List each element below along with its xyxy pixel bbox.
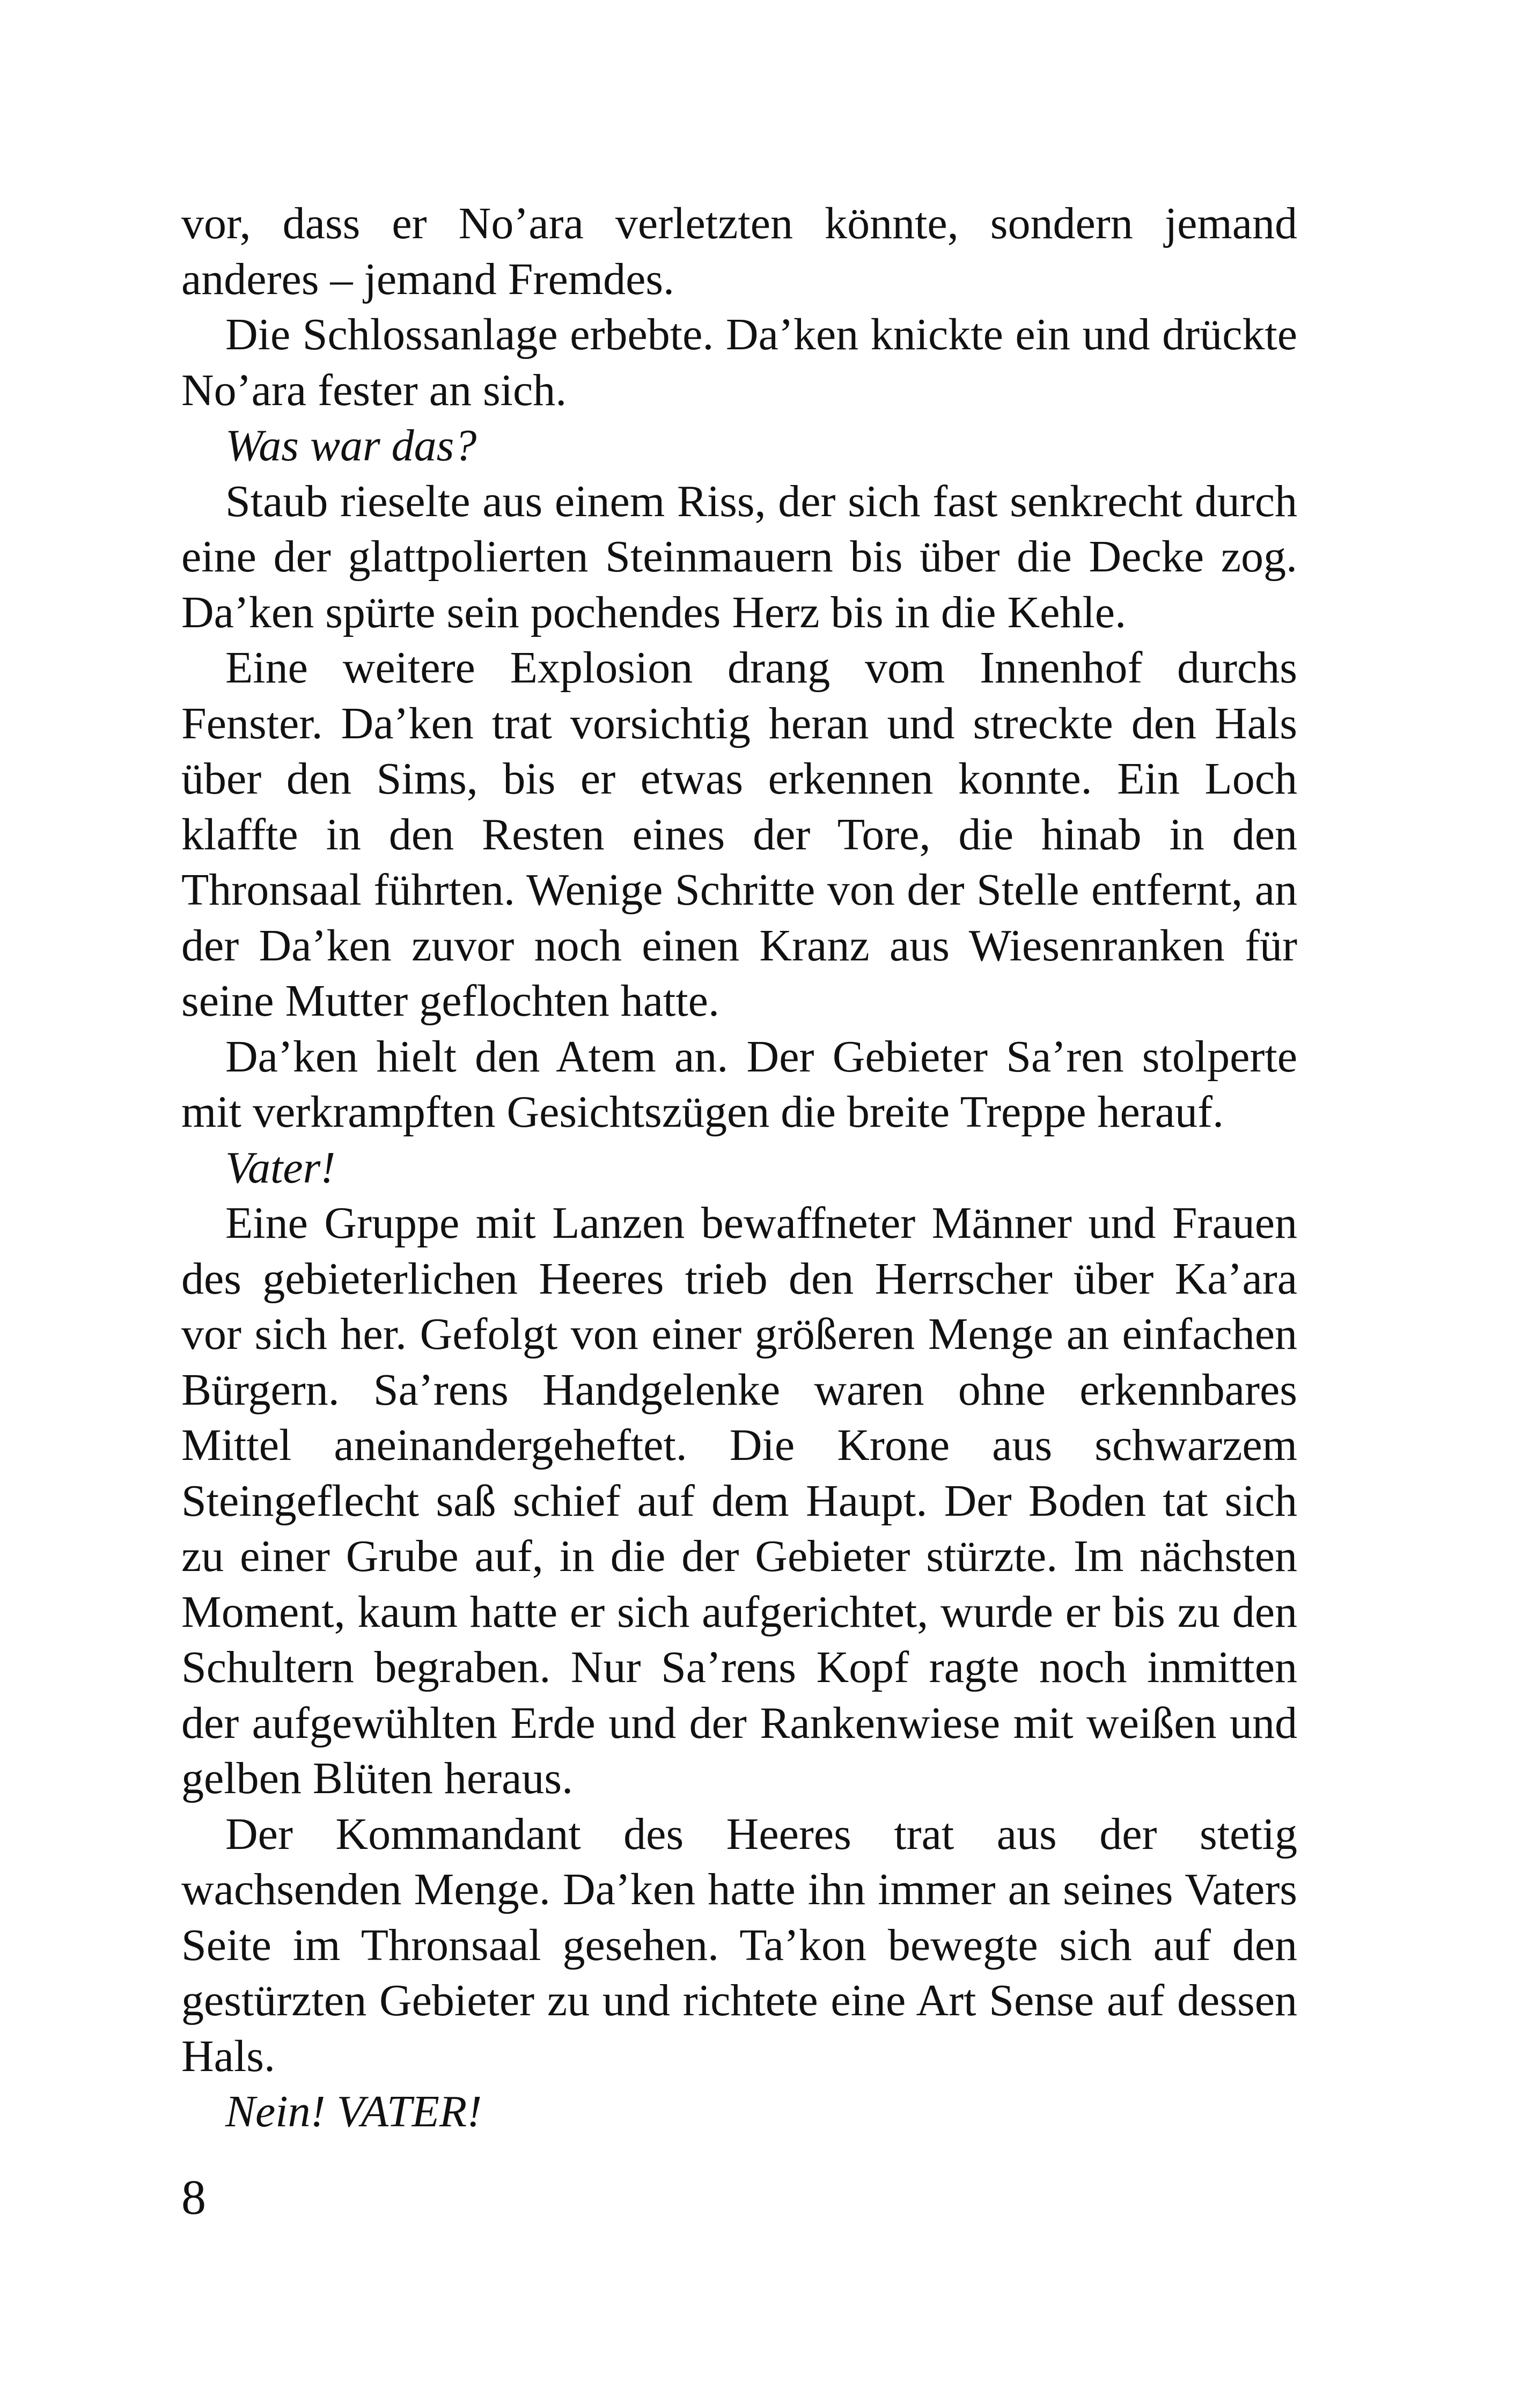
paragraph-7-thought: Vater! [225, 1142, 336, 1193]
paragraph-8: Eine Gruppe mit Lanzen bewaffneter Männer und Frauen des gebieterlichen Heeres trieb den Herrscher über Ka’ara vor sich her. Gefolgt von einer größeren Menge an einfachen Bürgern. Sa’rens Handgelenke waren ohne erkennbares Mittel aneinandergeheftet. Die Krone aus schwarzem Steingeflecht saß schief auf dem Haupt. Der Boden tat sich zu einer Grube auf, in die der Gebieter stürzte. Im nächsten Moment, kaum hatte er sich aufgerichtet, wurde er bis zu den Schultern begraben. Nur Sa’rens Kopf ragte noch inmitten der aufgewühlten Erde und der Rankenwiese mit weißen und gelben Blüten heraus. [181, 1198, 1297, 1803]
paragraph-1: vor, dass er No’ara verletzten könnte, sondern jemand anderes – jemand Fremdes. [181, 199, 1297, 304]
paragraph-3-thought: Was war das? [225, 421, 477, 471]
paragraph-5: Eine weitere Explosion drang vom Innenhof durchs Fenster. Da’ken trat vorsichtig heran und streckte den Hals über den Sims, bis er etwas erkennen konnte. Ein Loch klaffte in den Resten eines der Tore, die hinab in den Thronsaal führten. Wenige Schritte von der Stelle entfernt, an der Da’ken zuvor noch einen Kranz aus Wiesenranken für seine Mutter geflochten hatte. [181, 643, 1297, 1026]
book-text [181, 196, 1297, 2140]
paragraph-2: Die Schlossanlage erbebte. Da’ken knickte ein und drückte No’ara fester an sich. [181, 310, 1297, 415]
paragraph-4: Staub rieselte aus einem Riss, der sich fast senkrecht durch eine der glattpolierten Steinmauern bis über die Decke zog. Da’ken spürte sein pochendes Herz bis in die Kehle. [181, 476, 1297, 637]
page-number: 8 [181, 2170, 206, 2225]
paragraph-6: Da’ken hielt den Atem an. Der Gebieter Sa’ren stolperte mit verkrampften Gesichtszügen die breite Treppe herauf. [181, 1031, 1297, 1137]
paragraph-9: Der Kommandant des Heeres trat aus der stetig wachsenden Menge. Da’ken hatte ihn immer an seines Vaters Seite im Thronsaal gesehen. Ta’kon bewegte sich auf den gestürzten Gebieter zu und richtete eine Art Sense auf dessen Hals. [181, 1809, 1297, 2081]
paragraph-10-thought: Nein! VATER! [225, 2087, 482, 2137]
